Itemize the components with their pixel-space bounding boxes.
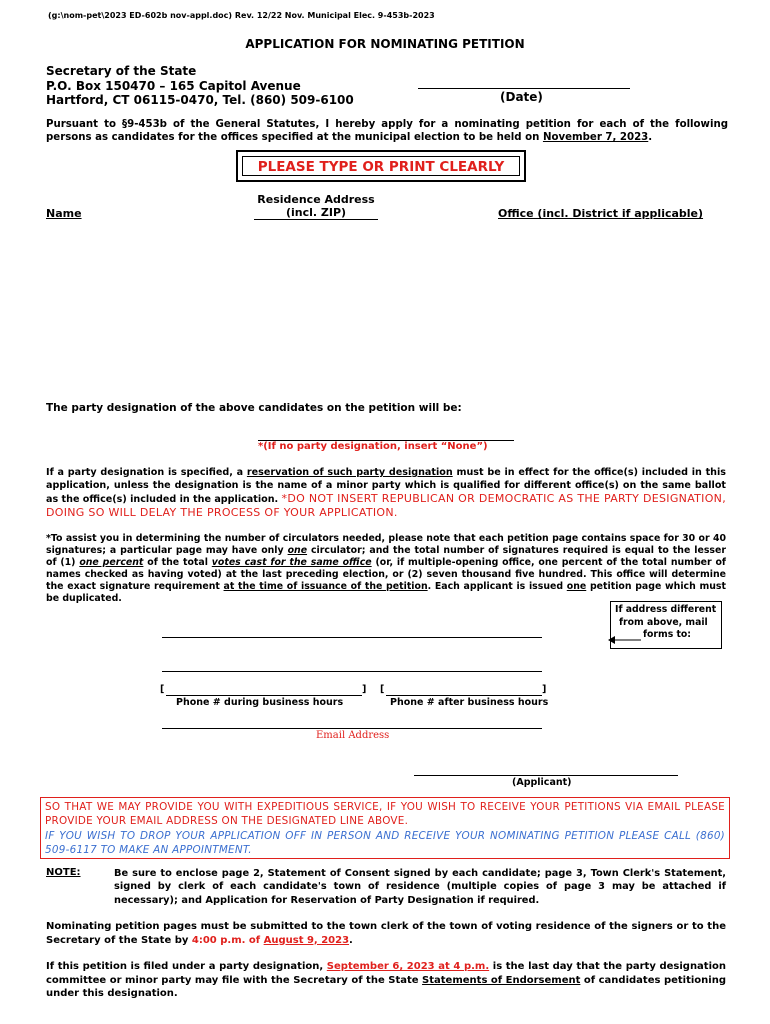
phone-after-input-line[interactable]: [386, 695, 542, 696]
email-notice-box: [40, 797, 730, 859]
column-office-label: Office (incl. District if applicable): [498, 207, 704, 220]
phone-bracket-right-close: ]: [542, 684, 547, 695]
p3-of: of: [245, 934, 264, 946]
please-type-box: [236, 150, 526, 182]
phone-bracket-left-open: [: [160, 684, 165, 695]
phone-after-label: Phone # after business hours: [390, 697, 549, 708]
column-header-office: [498, 207, 703, 220]
para2-one-1: one: [287, 545, 308, 556]
endorsement-deadline-paragraph: [46, 960, 726, 1001]
mail-box-line-2: from above, mail: [619, 616, 708, 628]
para2-text-f: petition page which must be duplicated.: [46, 581, 726, 604]
phone-business-input-line[interactable]: [166, 695, 362, 696]
para2-votes-cast: votes cast for the same office: [211, 557, 372, 568]
note-text: Be sure to enclose page 2, Statement of Consent signed by each candidate; page 3, Town Clerk's Statement, signed by clerk of each candidate's town of residence (multiple copies of page 3 may be attached if necessary); and Application for Reservation of Party Designation if required.: [114, 868, 726, 906]
note-label: NOTE:: [46, 867, 81, 878]
p4-text-a: If this petition is filed under a party designation,: [46, 961, 327, 972]
no-party-note: *(If no party designation, insert “None”): [258, 441, 488, 452]
column-header-residence: [254, 193, 378, 220]
mail-box-line-1: If address different: [615, 604, 717, 615]
para2-text-e: . Each applicant is issued: [427, 581, 567, 592]
election-date: November 7, 2023: [542, 132, 649, 143]
mailing-address-line-1[interactable]: [162, 637, 542, 638]
para2-text-a: *To assist you in determining the number of circulators needed, please note that each petition page contains space for 30 or 40 signatures; a particular page may have only: [46, 533, 726, 556]
mailing-address-line-2[interactable]: [162, 671, 542, 672]
email-input-line[interactable]: [162, 728, 542, 729]
email-label: Email Address: [316, 730, 390, 741]
email-notice-text: SO THAT WE MAY PROVIDE YOU WITH EXPEDITIOUS SERVICE, IF YOU WISH TO RECEIVE YOUR PETITIONS VIA EMAIL PLEASE PROVIDE YOUR EMAIL ADDRESS ON THE DESIGNATED LINE ABOVE.: [45, 801, 725, 828]
p3-text-a: Nominating petition pages must be submitted to the town clerk of the town of voting residence of the signers or to the Secretary of the State by: [46, 921, 726, 946]
address-line-1: Secretary of the State: [46, 64, 197, 78]
column-header-name: [46, 207, 82, 220]
para1-text-a: If a party designation is specified, a: [46, 467, 247, 478]
applicant-signature-line[interactable]: [414, 775, 678, 776]
date-label: (Date): [500, 90, 543, 104]
address-line-3: Hartford, CT 06115-0470, Tel. (860) 509-6100: [46, 93, 354, 107]
submission-deadline-paragraph: [46, 920, 726, 947]
intro-end: .: [648, 132, 653, 143]
p4-deadline-date: September 6, 2023 at 4 p.m.: [326, 961, 490, 972]
p4-text-b: is the last day that the party designation committee or minor party may file with the Secretary of the State: [46, 961, 727, 986]
page-title: APPLICATION FOR NOMINATING PETITION: [245, 37, 525, 51]
applicant-label: (Applicant): [512, 777, 572, 788]
phone-business-label: Phone # during business hours: [176, 697, 344, 708]
please-type-text: PLEASE TYPE OR PRINT CLEARLY: [242, 156, 520, 176]
p4-statements-endorsement: Statements of Endorsement: [422, 974, 581, 986]
column-residence-label-1: Residence Address: [257, 193, 375, 206]
para2-one-2: one: [566, 581, 587, 592]
mail-box-line-3: forms to:: [643, 629, 692, 640]
column-residence-label-2: (incl. ZIP): [254, 206, 378, 220]
p3-end: .: [349, 934, 353, 946]
intro-text: Pursuant to §9-453b of the General Statutes, I hereby apply for a nominating petition for each of the following persons as candidates for the offices specified at the municipal election to be held on: [46, 119, 728, 143]
para1-reservation: reservation of such party designation: [246, 467, 453, 478]
para2-issuance-time: at the time of issuance of the petition: [223, 581, 428, 592]
party-reservation-paragraph: [46, 466, 726, 520]
para1-warning: *DO NOT INSERT REPUBLICAN OR DEMOCRATIC AS THE PARTY DESIGNATION, DOING SO WILL DELAY THE PROCESS OF YOUR APPLICATION.: [46, 492, 727, 519]
date-input-line[interactable]: [418, 88, 630, 89]
para2-one-percent: one percent: [79, 557, 144, 568]
sos-address: [46, 64, 354, 108]
phone-bracket-right-open: [: [380, 684, 385, 695]
para2-text-d: (or, if multiple-opening office, one percent of the total number of names checked as having voted) at the last preceding election, or (2) seven thousand five hundred. This office will determine the exact signature requirement: [46, 557, 727, 592]
circulator-paragraph: [46, 533, 726, 605]
para2-text-b: circulator; and the total number of signatures required is equal to the lesser of (1): [46, 545, 726, 568]
column-name-label: Name: [46, 207, 82, 220]
para1-text-b: must be in effect for the office(s) included in this application, unless the designation is the name of a minor party which is qualified for different office(s) on the same ballot as the office(s) included in the application.: [46, 467, 726, 505]
address-line-2: P.O. Box 150470 – 165 Capitol Avenue: [46, 78, 301, 93]
p3-deadline-date: August 9, 2023: [263, 934, 350, 946]
para2-text-c: of the total: [143, 557, 212, 568]
p4-text-c: of candidates petitioning under this designation.: [46, 974, 726, 999]
intro-paragraph: [46, 118, 728, 144]
party-designation-label: The party designation of the above candidates on the petition will be:: [46, 402, 462, 414]
left-arrow-icon: [608, 634, 642, 646]
p3-deadline-time: 4:00 p.m.: [191, 934, 246, 946]
document-reference: (g:\nom-pet\2023 ED-602b nov-appl.doc) Rev. 12/22 Nov. Municipal Elec. 9-453b-2023: [48, 11, 435, 20]
appointment-notice-text: IF YOU WISH TO DROP YOUR APPLICATION OFF IN PERSON AND RECEIVE YOUR NOMINATING PETITION PLEASE CALL (860) 509-6117 TO MAKE AN APPOINTMENT.: [45, 829, 725, 856]
phone-bracket-left-close: ]: [362, 684, 367, 695]
